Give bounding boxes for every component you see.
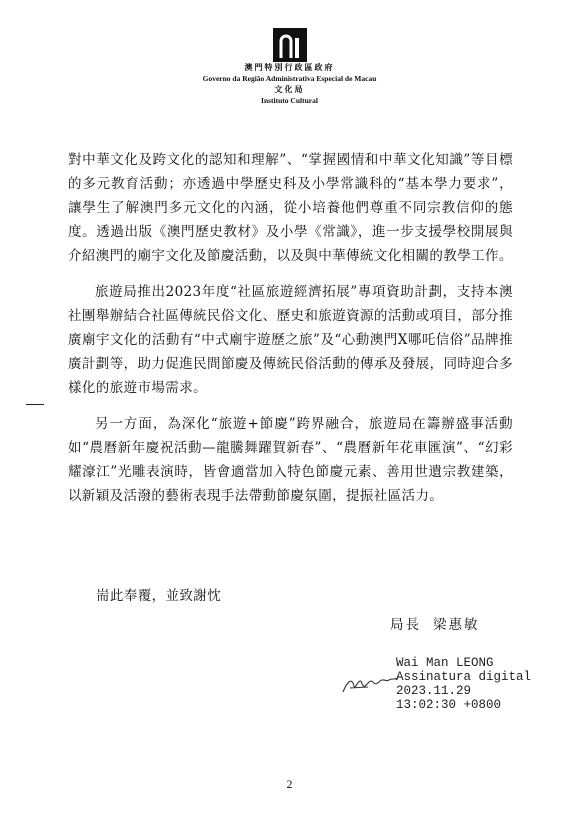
digital-signature-label: Assinatura digital bbox=[396, 670, 532, 684]
institute-name-chinese: 文化局 bbox=[274, 85, 305, 94]
government-name-chinese: 澳門特別行政區政府 bbox=[244, 63, 335, 72]
institute-name-portuguese: Instituto Cultural bbox=[261, 96, 318, 105]
digital-signer-name: Wai Man LEONG bbox=[396, 656, 494, 670]
government-name-portuguese: Governo da Região Administrativa Especial de Macau bbox=[202, 74, 377, 83]
paragraph-tourism-funding: 旅遊局推出2023年度“社區旅遊經濟拓展”專項資助計劃，支持本澳社團舉辦結合社區傳統民俗文化、歷史和旅遊資源的活動或項目，部分推廣廟宇文化的活動有“中式廟宇遊歷之旅”及“心動澳門X哪吒信俗”品牌推廣計劃等，助力促進民間節慶及傳統民俗活動的傳承及發展，同時迎合多樣化的旅遊市場需求。 bbox=[68, 284, 513, 396]
instituto-cultural-logo bbox=[273, 28, 307, 62]
letterhead bbox=[0, 28, 579, 106]
paragraph-festival-events: 另一方面，為深化“旅遊+節慶”跨界融合，旅遊局在籌辦盛事活動如“農曆新年慶祝活動—龍騰舞躍賀新春”、“農曆新年花車匯演”、“幻彩耀濠江”光雕表演時，皆會適當加入特色節慶元素、善用世遺宗教建築，以新穎及活潑的藝術表現手法帶動節慶氛圍，提振社區活力。 bbox=[68, 416, 513, 504]
digital-signature-time: 13:02:30 +0800 bbox=[396, 698, 502, 712]
digital-signature-block bbox=[396, 656, 531, 712]
margin-mark bbox=[26, 404, 44, 405]
signatory bbox=[390, 613, 480, 633]
signatory-title: 局長 bbox=[390, 617, 421, 633]
letter-body bbox=[68, 148, 513, 520]
paragraph-education: 對中華文化及跨文化的認知和理解”、“掌握國情和中華文化知識”等目標的多元教育活動；亦透過中學歷史科及小學常識科的“基本學力要求”，讓學生了解澳門多元文化的內涵，從小培養他們尊重不同宗教信仰的態度。透過出版《澳門歷史教材》及小學《常識》，進一步支援學校開展與介紹澳門的廟宇文化及節慶活動，以及與中華傳統文化相關的教學工作。 bbox=[68, 152, 513, 264]
closing-remark: 耑此奉覆，並致謝忱 bbox=[96, 588, 222, 604]
page-number: 2 bbox=[286, 777, 293, 791]
digital-signature-date: 2023.11.29 bbox=[396, 684, 472, 698]
handwritten-signature bbox=[340, 672, 400, 698]
signatory-name: 梁惠敏 bbox=[433, 617, 480, 633]
